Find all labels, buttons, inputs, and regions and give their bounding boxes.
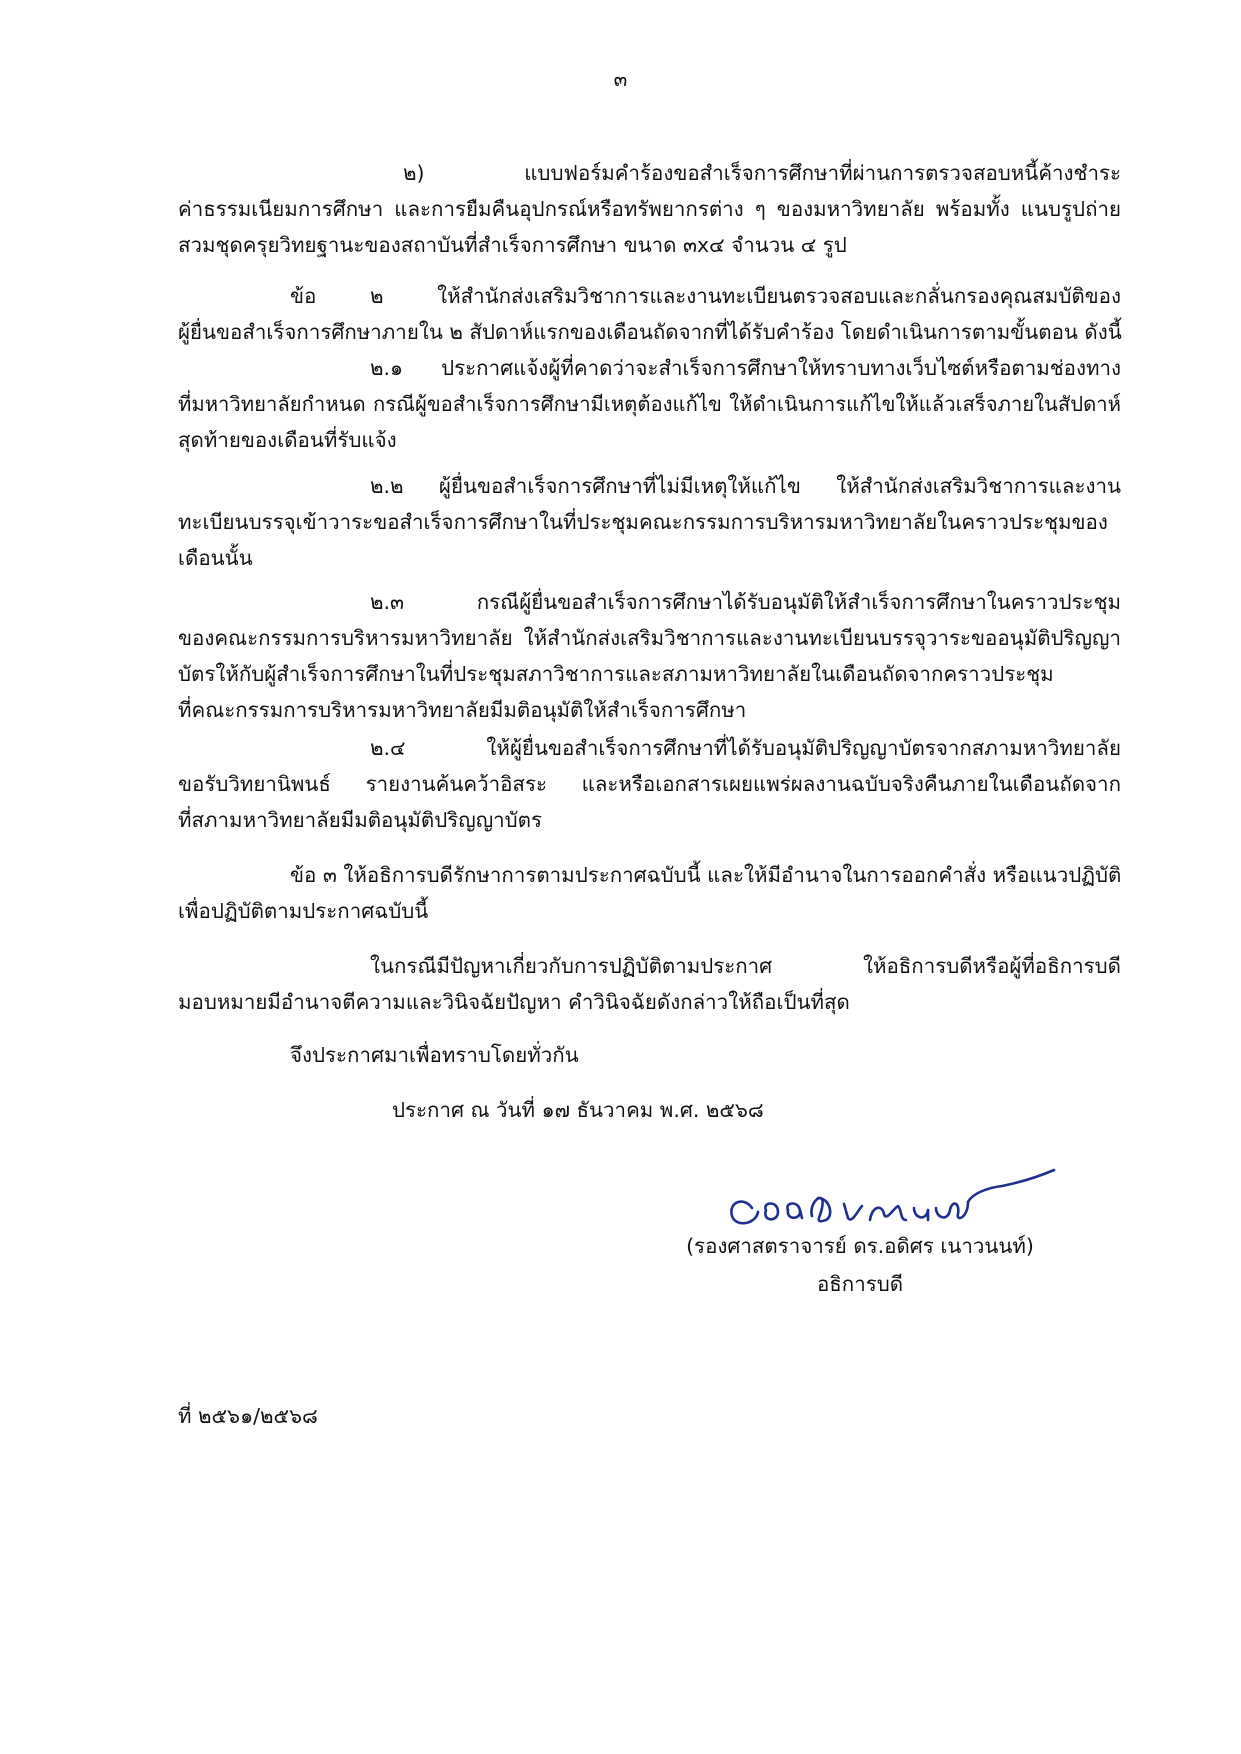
signature-image [722, 1158, 1062, 1238]
signatory-position: อธิการบดี [816, 1272, 904, 1296]
clause2-3-line4: ที่คณะกรรมการบริหารมหาวิทยาลัยมีมติอนุมัติให้สำเร็จการศึกษา [178, 698, 747, 722]
clause2-4-line2: ขอรับวิทยานิพนธ์ รายงานค้นคว้าอิสระ และหรือเอกสารเผยแพร่ผลงานฉบับจริงคืนภายในเดือนถัดจาก [178, 772, 1121, 796]
announcement-date: ประกาศ ณ วันที่ ๑๗ ธันวาคม พ.ศ. ๒๕๖๘ [392, 1098, 764, 1122]
clause2-1-line2: ที่มหาวิทยาลัยกำหนด กรณีผู้ขอสำเร็จการศึกษามีเหตุต้องแก้ไข ให้ดำเนินการแก้ไขให้แล้วเสร็จภายในสัปดาห์ [178, 392, 1121, 416]
document-number: ที่ ๒๕๖๑/๒๕๖๘ [178, 1404, 318, 1428]
page-number: ๓ [613, 67, 628, 91]
problems-line2: มอบหมายมีอำนาจตีความและวินิจฉัยปัญหา คำวินิจฉัยดังกล่าวให้ถือเป็นที่สุด [178, 990, 850, 1014]
clause2-1-line1: ๒.๑ ประกาศแจ้งผู้ที่คาดว่าจะสำเร็จการศึกษาให้ทราบทางเว็บไซต์หรือตามช่องทาง [370, 356, 1121, 380]
item2-line3: สวมชุดครุยวิทยฐานะของสถาบันที่สำเร็จการศึกษา ขนาด ๓x๔ จำนวน ๔ รูป [178, 233, 847, 257]
announcement-text: จึงประกาศมาเพื่อทราบโดยทั่วกัน [290, 1043, 579, 1067]
clause2-3-line1: ๒.๓ กรณีผู้ยื่นขอสำเร็จการศึกษาได้รับอนุมัติให้สำเร็จการศึกษาในคราวประชุม [370, 590, 1121, 614]
clause2-line1: ข้อ ๒ ให้สำนักส่งเสริมวิชาการและงานทะเบียนตรวจสอบและกลั่นกรองคุณสมบัติของ [290, 284, 1121, 308]
item2-line2: ค่าธรรมเนียมการศึกษา และการยืมคืนอุปกรณ์หรือทรัพยากรต่าง ๆ ของมหาวิทยาลัย พร้อมทั้ง แนบรูปถ่าย [178, 197, 1121, 221]
clause2-4-line3: ที่สภามหาวิทยาลัยมีมติอนุมัติปริญญาบัตร [178, 808, 543, 832]
clause2-3-line2: ของคณะกรรมการบริหารมหาวิทยาลัย ให้สำนักส่งเสริมวิชาการและงานทะเบียนบรรจุวาระขออนุมัติปริญญา [178, 626, 1121, 650]
signatory-name: (รองศาสตราจารย์ ดร.อดิศร เนาวนนท์) [686, 1234, 1034, 1258]
clause2-line2: ผู้ยื่นขอสำเร็จการศึกษาภายใน ๒ สัปดาห์แรกของเดือนถัดจากที่ได้รับคำร้อง โดยดำเนินการตามขั้นตอน ดังนี้ [178, 320, 1122, 344]
clause2-2-line3: เดือนนั้น [178, 546, 253, 570]
clause2-4-line1: ๒.๔ ให้ผู้ยื่นขอสำเร็จการศึกษาที่ได้รับอนุมัติปริญญาบัตรจากสภามหาวิทยาลัย [370, 736, 1121, 760]
problems-line1: ในกรณีมีปัญหาเกี่ยวกับการปฏิบัติตามประกาศ ให้อธิการบดีหรือผู้ที่อธิการบดี [370, 954, 1121, 978]
item2-line1: ๒) แบบฟอร์มคำร้องขอสำเร็จการศึกษาที่ผ่านการตรวจสอบหนี้ค้างชำระ [403, 161, 1121, 185]
clause2-1-line3: สุดท้ายของเดือนที่รับแจ้ง [178, 428, 397, 452]
clause2-2-line2: ทะเบียนบรรจุเข้าวาระขอสำเร็จการศึกษาในที่ประชุมคณะกรรมการบริหารมหาวิทยาลัยในคราวประชุมของ [178, 510, 1108, 534]
clause2-2-line1: ๒.๒ ผู้ยื่นขอสำเร็จการศึกษาที่ไม่มีเหตุให้แก้ไข ให้สำนักส่งเสริมวิชาการและงาน [370, 474, 1121, 498]
clause2-3-line3: บัตรให้กับผู้สำเร็จการศึกษาในที่ประชุมสภาวิชาการและสภามหาวิทยาลัยในเดือนถัดจากคราวประชุม [178, 662, 1054, 686]
clause3-line2: เพื่อปฏิบัติตามประกาศฉบับนี้ [178, 899, 429, 923]
clause3-line1: ข้อ ๓ ให้อธิการบดีรักษาการตามประกาศฉบับนี้ และให้มีอำนาจในการออกคำสั่ง หรือแนวปฏิบัติ [290, 863, 1122, 887]
